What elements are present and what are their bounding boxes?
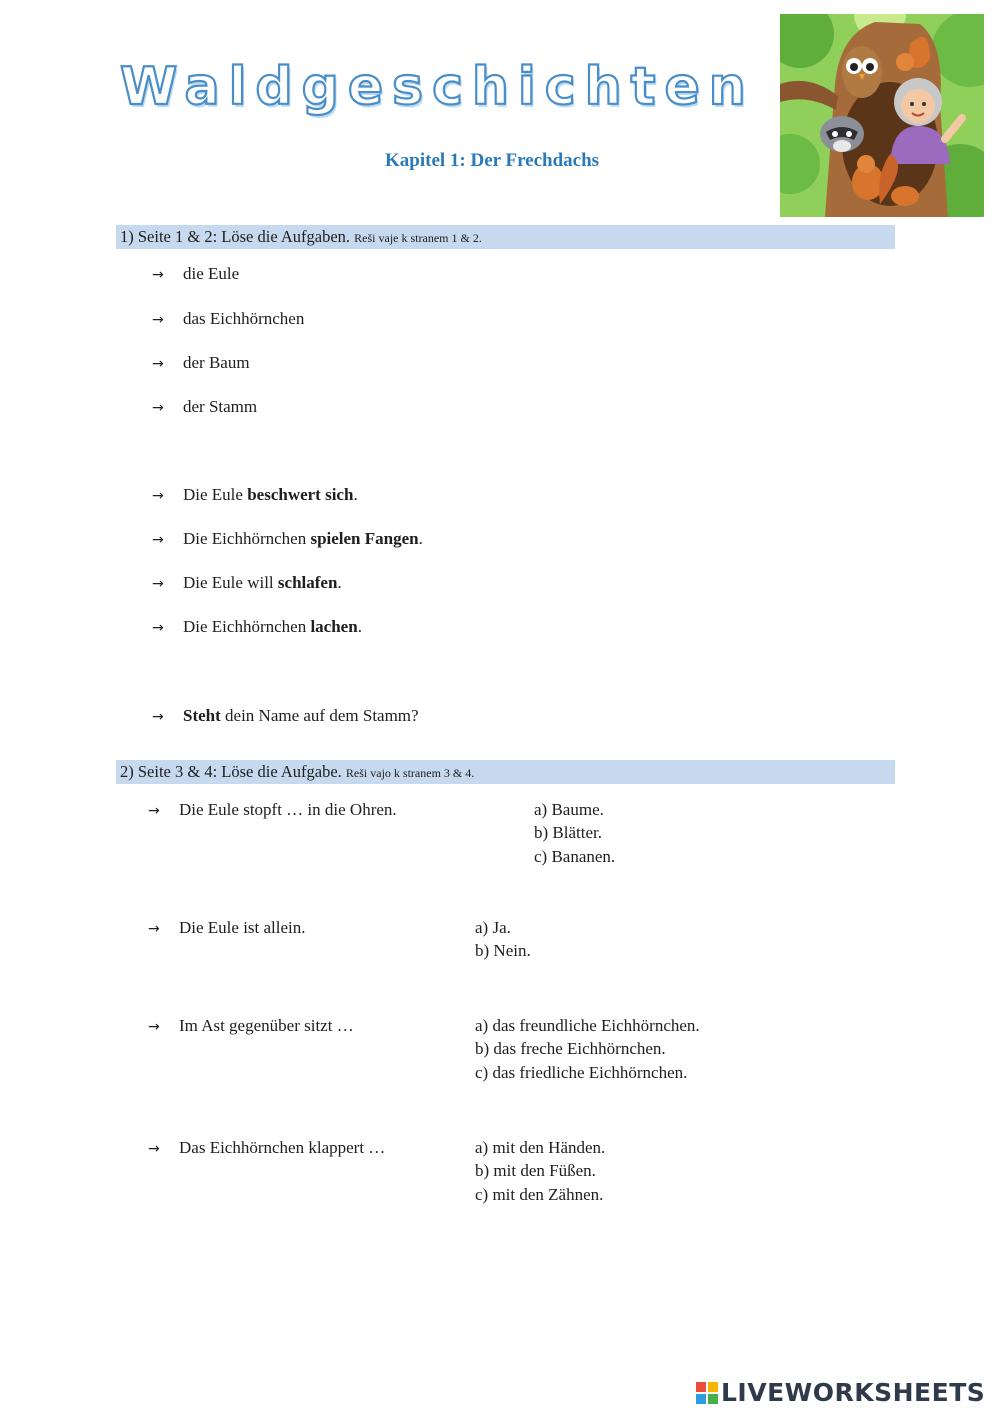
arrow-right-icon: → [152, 709, 164, 725]
list-item[interactable] [152, 308, 304, 331]
sentence-end: . [337, 573, 342, 592]
sentence-item[interactable] [152, 528, 423, 551]
list-item[interactable] [152, 263, 239, 286]
sentence-text: Die Eichhörnchen [183, 529, 311, 548]
question-text: dein Name auf dem Stamm? [220, 706, 419, 725]
quiz-question [148, 1015, 354, 1038]
quiz-option[interactable]: a) Baume. [534, 800, 604, 819]
quiz-option[interactable]: b) Nein. [475, 941, 531, 961]
arrow-right-icon: → [148, 803, 160, 819]
sentence-keyword: spielen Fangen [310, 529, 419, 548]
sentence-end: . [418, 529, 423, 548]
quiz-question-text: Das Eichhörnchen klappert … [179, 1138, 386, 1157]
arrow-right-icon: → [152, 312, 164, 328]
section-2-header [116, 760, 895, 784]
quiz-options [475, 1136, 605, 1206]
arrow-right-icon: → [148, 1019, 160, 1035]
list-item[interactable] [152, 352, 250, 375]
word-item: der Baum [183, 353, 250, 372]
sentence-keyword: lachen [310, 617, 358, 636]
sentence-text: Die Eichhörnchen [183, 617, 311, 636]
list-item[interactable] [152, 396, 257, 419]
quiz-options [475, 916, 531, 963]
sentence-item[interactable] [152, 484, 358, 507]
sentence-text: Die Eule [183, 485, 248, 504]
quiz-options [534, 798, 615, 868]
word-item: der Stamm [183, 397, 258, 416]
quiz-option[interactable]: b) mit den Füßen. [475, 1161, 596, 1181]
sentence-item[interactable] [152, 572, 342, 595]
arrow-right-icon: → [152, 267, 164, 283]
quiz-option[interactable]: c) mit den Zähnen. [475, 1184, 604, 1204]
arrow-right-icon: → [152, 356, 164, 372]
quiz-options [475, 1014, 700, 1084]
quiz-question [148, 1137, 385, 1160]
question-item[interactable] [152, 705, 419, 728]
arrow-right-icon: → [152, 532, 164, 548]
liveworksheets-logo[interactable] [696, 1378, 985, 1408]
logo-text: LIVEWORKSHEETS [721, 1378, 986, 1407]
arrow-right-icon: → [148, 921, 160, 937]
sentence-end: . [357, 617, 362, 636]
section-2-heading: 2) Seite 3 & 4: Löse die Aufgabe. [120, 762, 342, 781]
quiz-option[interactable]: a) mit den Händen. [475, 1138, 606, 1157]
forest-animals-illustration [780, 14, 984, 217]
quiz-question-text: Die Eule ist allein. [179, 918, 306, 937]
section-1-header [116, 225, 895, 249]
section-1-subheading: Reši vaje k stranem 1 & 2. [354, 231, 482, 245]
quiz-option[interactable]: b) Blätter. [534, 823, 602, 843]
quiz-option[interactable]: a) das freundliche Eichhörnchen. [475, 1016, 700, 1035]
section-2-subheading: Reši vajo k stranem 3 & 4. [345, 766, 475, 780]
sentence-end: . [353, 485, 358, 504]
sentence-keyword: schlafen [277, 573, 338, 592]
arrow-right-icon: → [152, 620, 164, 636]
arrow-right-icon: → [152, 488, 164, 504]
word-item: das Eichhörnchen [183, 309, 305, 328]
section-1-heading: 1) Seite 1 & 2: Löse die Aufgaben. [120, 227, 351, 246]
quiz-option[interactable]: c) das friedliche Eichhörnchen. [475, 1062, 688, 1082]
quiz-question-text: Im Ast gegenüber sitzt … [179, 1016, 354, 1035]
worksheet-title: Waldgeschichten [120, 57, 755, 117]
word-item: die Eule [183, 264, 240, 283]
question-keyword: Steht [183, 706, 221, 725]
quiz-question [148, 799, 397, 822]
quiz-option[interactable]: a) Ja. [475, 918, 511, 937]
quiz-question [148, 917, 306, 940]
quiz-question-text: Die Eule stopft … in die Ohren. [179, 800, 397, 819]
quiz-option[interactable]: c) Bananen. [534, 846, 616, 866]
quiz-option[interactable]: b) das freche Eichhörnchen. [475, 1039, 666, 1059]
arrow-right-icon: → [148, 1141, 160, 1157]
sentence-text: Die Eule will [183, 573, 278, 592]
chapter-title: Kapitel 1: Der Frechdachs [385, 150, 600, 171]
sentence-item[interactable] [152, 616, 362, 639]
arrow-right-icon: → [152, 400, 164, 416]
liveworksheets-logo-icon [696, 1382, 718, 1404]
arrow-right-icon: → [152, 576, 164, 592]
sentence-keyword: beschwert sich [247, 485, 354, 504]
